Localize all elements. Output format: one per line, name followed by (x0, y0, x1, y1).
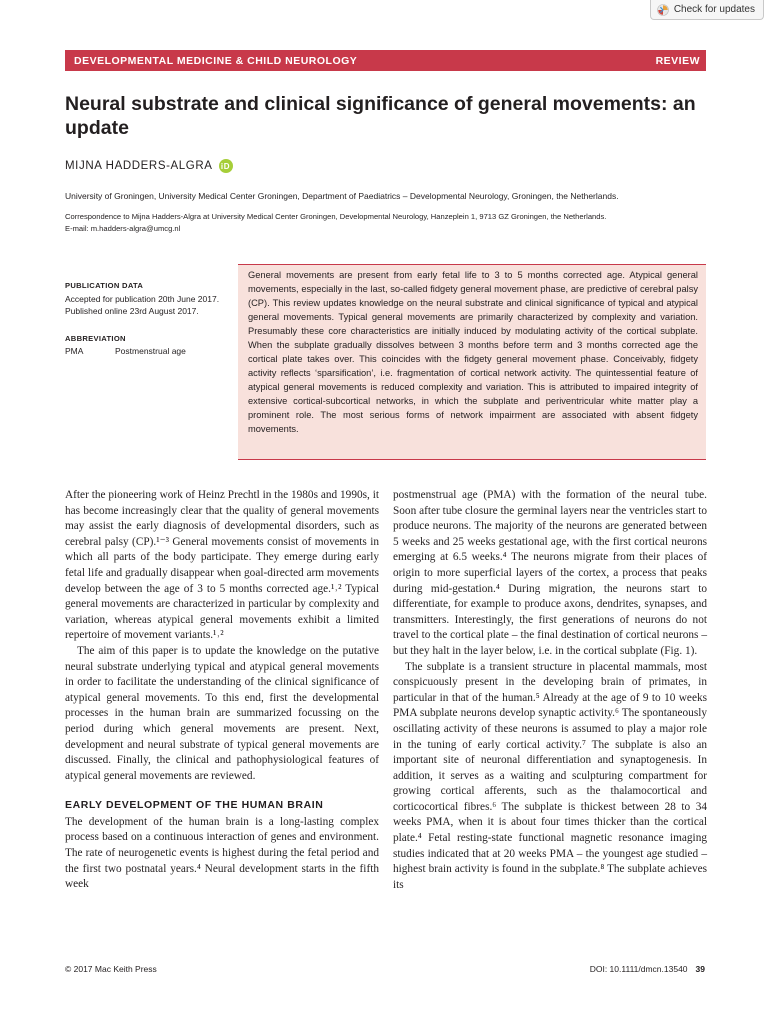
abbreviation-row (65, 345, 235, 358)
check-for-updates-button[interactable] (650, 0, 764, 20)
body-column-right (393, 488, 707, 893)
body-paragraph: After the pioneering work of Heinz Prechtl in the 1980s and 1990s, it has become increasingly clear that the quality of general movements may assist the early diagnosis of developmental disorders, such as cerebral palsy (CP).¹⁻³ General movements consist of movements in which all parts of the body participate. They emerge during early fetal life and gradually disappear when goal-directed arm movements develop between the age of 3 to 5 months corrected age.¹˒² Typical general movements are characterized in particular by complexity and variation, whereas atypical general movements exhibit a limited repertoire of movement variants.¹˒² (65, 489, 379, 642)
article-title: Neural substrate and clinical significance of general movements: an update (65, 93, 696, 139)
page-number: 39 (695, 964, 705, 974)
abbreviation-heading: ABBREVIATION (65, 333, 126, 343)
body-paragraph: postmenstrual age (PMA) with the formation of the neural tube. Soon after tube closure the germinal layers near the ventricles start to produce neurons. The majority of the neurons are generated between 5 weeks and 25 weeks gestational age, with the first cortical neurons emerging at 6.5 weeks.⁴ The neurons migrate from their places of origin to more superficial layers of the cortex, a process that peaks during mid-gestation.⁴ During migration, the neurons start to differentiate, for example to produce axons, dendrites, synapses, and transmitters. Interestingly, the first generations of neurons do not travel to the cortical plate – the final destination of cortical neurons – but they halt in the layer below, i.e. in the cortical subplate (Fig. 1). (393, 489, 707, 657)
publication-data-heading: PUBLICATION DATA (65, 281, 144, 290)
crossmark-icon (657, 4, 669, 16)
footer-right (590, 964, 705, 974)
correspondence-block (65, 211, 606, 235)
author-line (65, 159, 233, 173)
section-heading: EARLY DEVELOPMENT OF THE HUMAN BRAIN (65, 799, 324, 812)
abstract-box: General movements are present from early fetal life to 3 to 5 months corrected age. Atypical general movements, especially in the last, so-called fidgety general movement phase, are predictive of cerebral palsy (CP). This review updates knowledge on the neural substrate and clinical significance of typical and atypical general movements. Typical general movements are primarily characterized by complexity and variation. Presumably these core characteristics are initially induced by modulating activity of the cortical subplate. When the subplate gradually dissolves between 3 months before term and 3 months corrected age the cortical plate takes over. This coincides with the fidgety general movement phase. Conceivably, fidgety activity reflects ‘sparsification’, i.e. fragmentation of cortical network activity. The quintessential feature of atypical general movements is reduced complexity and variation. This is attributed to impaired integrity of extensive cortical-subcortical networks, in which the subplate and periventricular white matter play a prominent role. The most serious forms of network impairment are associated with absent fidgety movements. (238, 264, 706, 460)
body-column-left (65, 488, 379, 893)
body-paragraph: The subplate is a transient structure in placental mammals, most conspicuously present in the developing brain of primates, in particular in that of the human.⁵ Already at the age of 9 to 10 weeks PMA subplate neurons develop synaptic activity.⁶ The spontaneously oscillating activity of these neurons is assumed to play a major role in the tuning of early cortical activity.⁷ The subplate is also an important site of neuronal differentiation and synaptogenesis. In addition, it serves as a waiting and sculpturing compartment for growing cortical afferents, such as the thalamocortical and corticocortical fibres.⁶ The subplate is thickest between 28 to 34 weeks PMA, when it is about four times thicker than the cortical plate.⁴ Fetal resting-state functional magnetic resonance imaging studies indicated that at 20 weeks PMA – the youngest age studied – highest brain activity is found in the subplate.⁸ The subplate achieves its (393, 660, 707, 891)
body-paragraph: The development of the human brain is a long-lasting complex process based on a continuous interaction of genes and environment. The rate of neurogenetic events is highest during the fetal period and the first two postnatal years.⁴ Neural development starts in the fifth week (65, 815, 379, 891)
footer-doi[interactable]: DOI: 10.1111/dmcn.13540 (589, 964, 688, 974)
article-type: REVIEW (655, 54, 700, 67)
published-date: Published online 23rd August 2017. (65, 306, 199, 316)
affiliation: University of Groningen, University Medical Center Groningen, Department of Paediatrics – Developmental Neurology, Groningen, the Netherlands. (65, 191, 619, 201)
abbreviation-key: PMA (65, 346, 84, 356)
check-for-updates-label: Check for updates (673, 4, 755, 15)
abbreviation-value: Postmenstrual age (115, 346, 186, 356)
body-paragraph: The aim of this paper is to update the knowledge on the putative neural substrate underlying typical and atypical general movements in order to facilitate the understanding of the clinical significance of atypical general movements. To this end, first the developmental processes in the human brain are summarized focussing on the period during which general movements are present. Next, development and neural substrate of typical general movements are discussed. Finally, the clinical and pathophysiological features of atypical general movements are reviewed. (65, 644, 379, 782)
orcid-icon[interactable]: iD (219, 159, 233, 173)
article-meta (65, 280, 235, 358)
journal-band (65, 50, 706, 71)
journal-name: DEVELOPMENTAL MEDICINE & CHILD NEUROLOGY (74, 54, 358, 67)
correspondence-address: Correspondence to Mijna Hadders-Algra at University Medical Center Groningen, Developmental Neurology, Hanzeplein 1, 9713 GZ Groningen, the Netherlands. (65, 212, 607, 221)
footer-copyright: © 2017 Mac Keith Press (65, 964, 157, 974)
author-name: MIJNA HADDERS-ALGRA (65, 160, 213, 172)
accepted-date: Accepted for publication 20th June 2017. (65, 293, 220, 304)
correspondence-email[interactable]: E-mail: m.hadders-algra@umcg.nl (65, 224, 181, 233)
